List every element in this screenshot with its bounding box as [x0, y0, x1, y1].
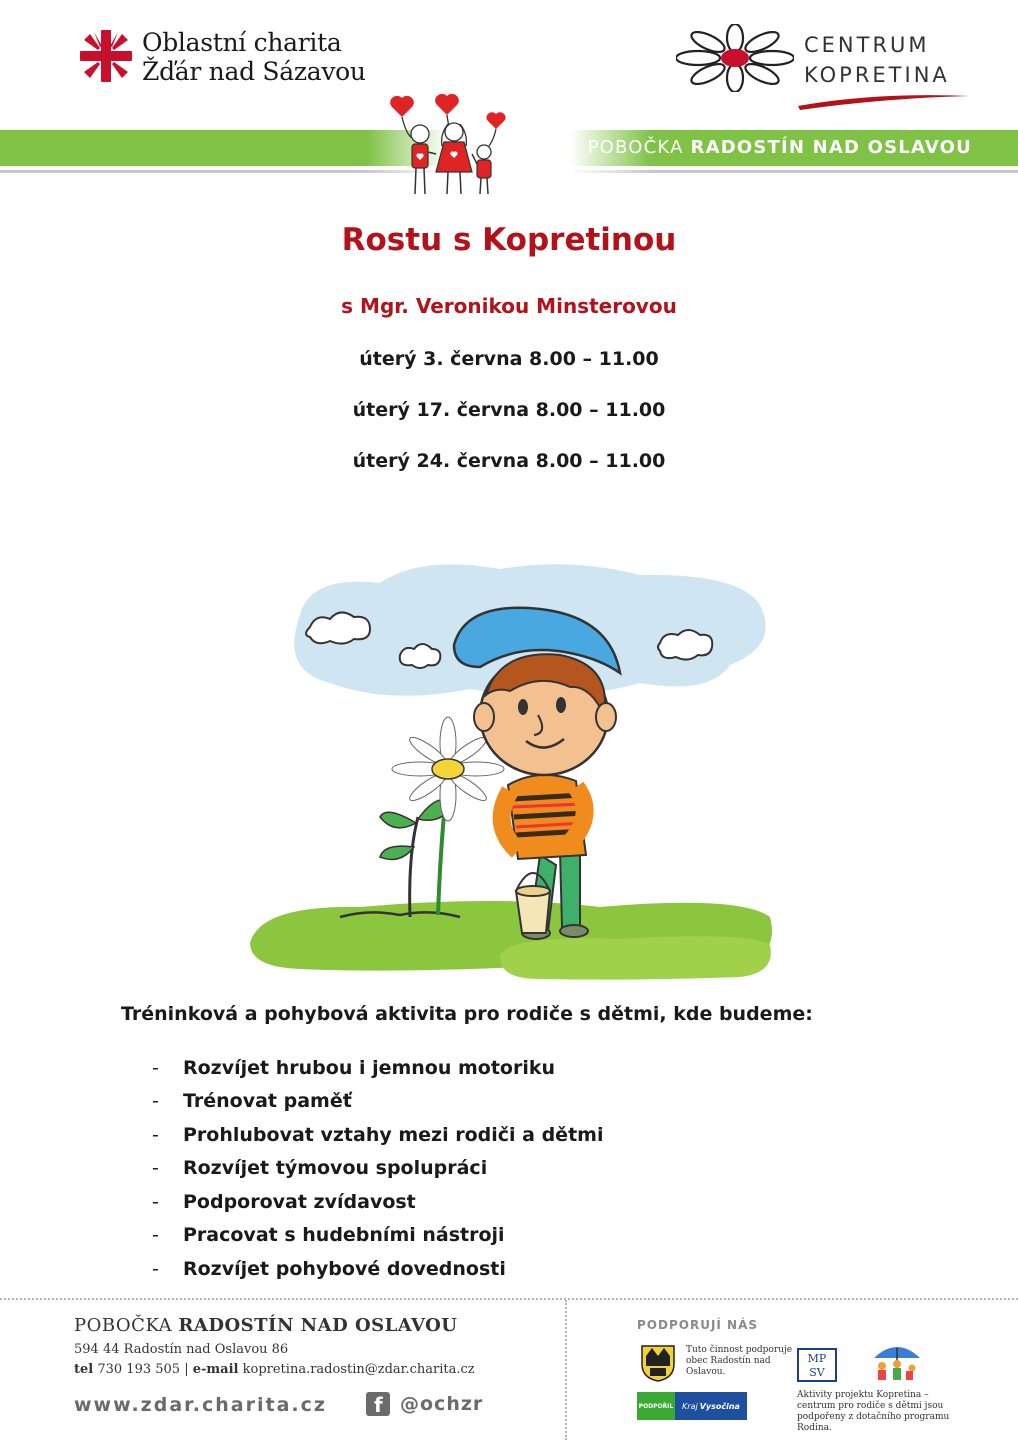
list-item-text: Prohlubovat vztahy mezi rodiči a dětmi	[183, 1123, 604, 1146]
list-item-text: Podporovat zvídavost	[183, 1190, 416, 1213]
email-link[interactable]: kopretina.radostin@zdar.charita.cz	[242, 1362, 475, 1377]
website-link[interactable]: www.zdar.charita.cz	[74, 1394, 327, 1416]
footer-vertical-divider	[565, 1300, 567, 1440]
mpsv-logo	[797, 1348, 837, 1382]
bullet-dash: -	[152, 1157, 159, 1180]
contact-separator: |	[184, 1362, 189, 1377]
list-item-text: Trénovat paměť	[183, 1090, 352, 1113]
bullet-dash: -	[152, 1056, 159, 1079]
project-funding-note: Aktivity projektu Kopretina – centrum pro rodiče s dětmi jsou podpořeny z dotačního programu Rodina.	[797, 1390, 950, 1433]
radostin-crest-icon	[638, 1344, 678, 1382]
kraj-vysocina-logo	[637, 1392, 747, 1420]
facebook-link[interactable]	[366, 1392, 483, 1416]
footer-contact	[74, 1362, 475, 1377]
charita-name	[142, 28, 366, 86]
list-item	[152, 1219, 603, 1253]
charita-name-line1: Oblastní charita	[142, 28, 342, 57]
tel-number[interactable]: 730 193 505	[97, 1362, 181, 1377]
list-item	[152, 1051, 603, 1085]
activity-list	[152, 1051, 603, 1286]
list-item	[152, 1085, 603, 1119]
kraj-label: PODPOŘIL	[637, 1392, 675, 1420]
branch-name: RADOSTÍN NAD OSLAVOU	[690, 137, 972, 158]
list-item-text: Pracovat s hudebními nástroji	[183, 1224, 505, 1247]
list-item-text: Rozvíjet pohybové dovednosti	[183, 1257, 506, 1280]
list-item-text: Rozvíjet týmovou spolupráci	[183, 1157, 488, 1180]
family-hearts-illustration	[384, 94, 514, 200]
footer-address: 594 44 Radostín nad Oslavou 86	[74, 1342, 289, 1357]
list-item	[152, 1152, 603, 1186]
kraj-name-b: Vysočina	[699, 1401, 740, 1411]
list-item	[152, 1185, 603, 1219]
branch-label	[588, 137, 972, 158]
footer-branch	[74, 1315, 457, 1336]
list-item	[152, 1252, 603, 1286]
charita-cross-icon	[78, 28, 134, 84]
bullet-dash: -	[152, 1190, 159, 1213]
bullet-dash: -	[152, 1224, 159, 1247]
email-label: e-mail	[192, 1362, 239, 1377]
mpsv-line2: SV	[809, 1366, 825, 1379]
swoosh-decoration	[796, 88, 972, 110]
kopretina-line2: KOPRETINA	[804, 63, 950, 87]
event-title: Rostu s Kopretinou	[341, 222, 677, 258]
charita-name-line2: Žďár nad Sázavou	[142, 57, 366, 86]
kraj-name-a: Kraj	[682, 1401, 698, 1411]
obec-support-note: Tuto činnost podporuje obec Radostín nad Oslavou.	[686, 1345, 793, 1377]
list-item-text: Rozvíjet hrubou i jemnou motoriku	[183, 1056, 556, 1079]
supporters-title: PODPORUJÍ NÁS	[637, 1318, 759, 1332]
branch-prefix: POBOČKA	[587, 137, 684, 158]
footer-branch-prefix: POBOČKA	[74, 1315, 173, 1336]
list-item	[152, 1118, 603, 1152]
mpsv-line1: MP	[807, 1352, 827, 1365]
event-date: úterý 24. června 8.00 – 11.00	[352, 450, 666, 472]
charita-logo	[78, 28, 366, 86]
footer-branch-name: RADOSTÍN NAD OSLAVOU	[178, 1315, 458, 1336]
activity-intro: Tréninková a pohybová aktivita pro rodiče s dětmi, kde budeme:	[121, 1003, 813, 1025]
event-date: úterý 3. června 8.00 – 11.00	[359, 348, 659, 370]
bullet-dash: -	[152, 1257, 159, 1280]
bullet-dash: -	[152, 1090, 159, 1113]
event-date: úterý 17. června 8.00 – 11.00	[352, 399, 666, 421]
rodina-program-logo	[868, 1340, 926, 1386]
kopretina-text	[804, 30, 950, 90]
facebook-handle[interactable]: @ochzr	[400, 1393, 484, 1415]
daisy-icon	[676, 24, 794, 92]
tel-label: tel	[74, 1362, 94, 1377]
kraj-name	[675, 1392, 747, 1420]
kopretina-logo	[676, 24, 976, 108]
kopretina-line1: CENTRUM	[804, 33, 930, 57]
event-subtitle: s Mgr. Veronikou Minsterovou	[341, 294, 677, 318]
bullet-dash: -	[152, 1123, 159, 1146]
facebook-icon	[366, 1392, 390, 1416]
boy-with-flower-illustration	[240, 555, 780, 985]
footer-divider	[0, 1298, 1018, 1300]
